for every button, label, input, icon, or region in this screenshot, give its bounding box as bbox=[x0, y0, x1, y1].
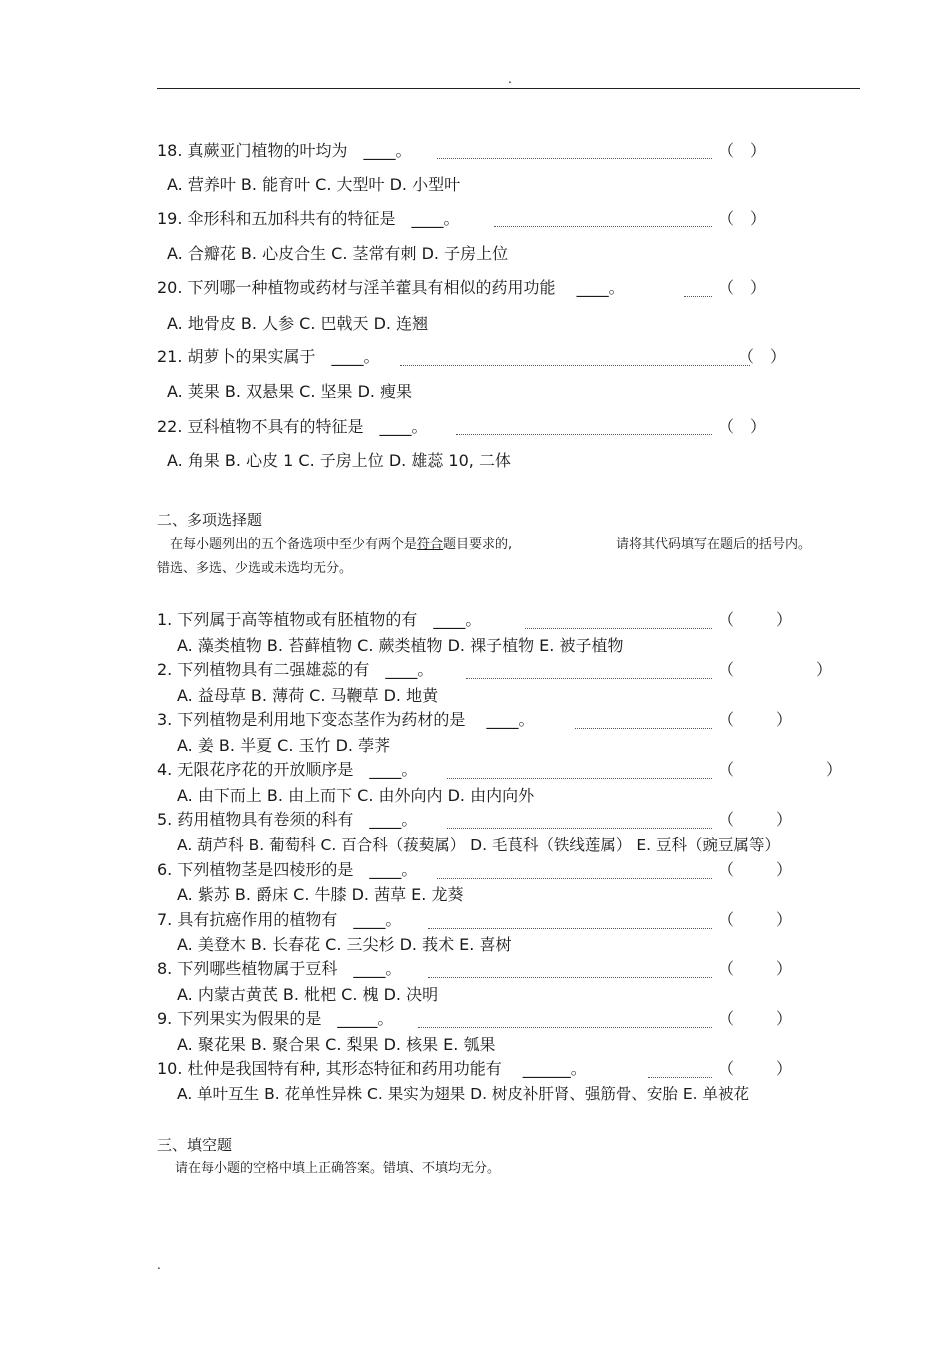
leader-dots bbox=[648, 1077, 712, 1078]
answer-parens: （ ） bbox=[738, 347, 787, 366]
paren-open: （ bbox=[718, 860, 735, 879]
question-19: 19. 伞形科和五加科共有的特征是 ____。 bbox=[157, 209, 460, 228]
mquestion-6: 6. 下列植物茎是四棱形的是 ____。 bbox=[157, 860, 418, 879]
leader-dots bbox=[428, 977, 712, 978]
mquestion-4: 4. 无限花序花的开放顺序是 ____。 bbox=[157, 760, 418, 779]
paren-close: ） bbox=[776, 610, 793, 629]
mquestion-5: 5. 药用植物具有卷须的科有 ____。 bbox=[157, 810, 418, 829]
paren-open: （ bbox=[718, 610, 735, 629]
paren-open: （ bbox=[718, 660, 735, 679]
moptions-10: A. 单叶互生 B. 花单性异株 C. 果实为翅果 D. 树皮补肝肾、强筋骨、安胎 E. 单被花 bbox=[177, 1085, 749, 1103]
leader-dots bbox=[525, 628, 712, 629]
instr-underlined: 符合 bbox=[417, 537, 444, 552]
answer-parens: （ ） bbox=[718, 278, 767, 297]
question-21: 21. 胡萝卜的果实属于 ____。 bbox=[157, 347, 380, 366]
answer-parens: （ ） bbox=[718, 209, 767, 228]
header-dot: . bbox=[508, 72, 512, 86]
paren-open: （ bbox=[718, 1009, 735, 1028]
mquestion-7: 7. 具有抗癌作用的植物有 ____。 bbox=[157, 910, 402, 929]
moptions-9: A. 聚花果 B. 聚合果 C. 梨果 D. 核果 E. 瓠果 bbox=[177, 1035, 496, 1054]
leader-dots bbox=[400, 365, 750, 366]
answer-parens: （ ） bbox=[718, 141, 767, 160]
moptions-1: A. 藻类植物 B. 苔藓植物 C. 蕨类植物 D. 裸子植物 E. 被子植物 bbox=[177, 636, 624, 655]
moptions-6: A. 紫苏 B. 爵床 C. 牛膝 D. 茜草 E. 龙葵 bbox=[177, 885, 464, 904]
mquestion-8: 8. 下列哪些植物属于豆科 ____。 bbox=[157, 959, 402, 978]
paren-open: （ bbox=[718, 1059, 735, 1078]
section3-instructions: 请在每小题的空格中填上正确答案。错填、不填均无分。 bbox=[175, 1161, 501, 1176]
paren-close: ） bbox=[776, 810, 793, 829]
section-instructions bbox=[170, 536, 512, 554]
options-18: A. 营养叶 B. 能育叶 C. 大型叶 D. 小型叶 bbox=[167, 175, 461, 194]
paren-open: （ bbox=[718, 710, 735, 729]
paren-close: ） bbox=[776, 860, 793, 879]
leader-dots bbox=[437, 878, 712, 879]
leader-dots bbox=[684, 296, 712, 297]
paren-open: （ bbox=[718, 959, 735, 978]
paren-close: ） bbox=[776, 910, 793, 929]
section-instructions-tail: 请将其代码填写在题后的括号内。 bbox=[616, 537, 812, 552]
leader-dots bbox=[447, 778, 712, 779]
paren-open: （ bbox=[718, 810, 735, 829]
mquestion-3: 3. 下列植物是利用地下变态茎作为药材的是 ____。 bbox=[157, 710, 535, 729]
question-22: 22. 豆科植物不具有的特征是 ____。 bbox=[157, 417, 428, 436]
paren-close: ） bbox=[816, 660, 833, 679]
moptions-5: A. 葫芦科 B. 葡萄科 C. 百合科（菝葜属） D. 毛茛科（铁线莲属） E. 豆科（豌豆属等） bbox=[177, 836, 780, 854]
leader-dots bbox=[447, 828, 712, 829]
leader-dots bbox=[466, 678, 712, 679]
moptions-3: A. 姜 B. 半夏 C. 玉竹 D. 荸荠 bbox=[177, 736, 391, 755]
moptions-7: A. 美登木 B. 长春花 C. 三尖杉 D. 莪术 E. 喜树 bbox=[177, 935, 512, 954]
answer-parens: （ ） bbox=[718, 417, 767, 436]
options-19: A. 合瓣花 B. 心皮合生 C. 茎常有刺 D. 子房上位 bbox=[167, 244, 509, 263]
mquestion-9: 9. 下列果实为假果的是 _____。 bbox=[157, 1009, 394, 1028]
mquestion-1: 1. 下列属于高等植物或有胚植物的有 ____。 bbox=[157, 610, 482, 629]
section-title-fill-in: 三、填空题 bbox=[157, 1136, 233, 1154]
mquestion-2: 2. 下列植物具有二强雄蕊的有 ____。 bbox=[157, 660, 434, 679]
leader-dots bbox=[428, 928, 712, 929]
moptions-8: A. 内蒙古黄芪 B. 枇杷 C. 槐 D. 决明 bbox=[177, 985, 439, 1004]
leader-dots bbox=[437, 158, 712, 159]
instr-part: 在每小题列出的五个备选项中至少有两个是 bbox=[170, 537, 418, 552]
paren-open: （ bbox=[718, 760, 735, 779]
leader-dots bbox=[575, 728, 712, 729]
moptions-2: A. 益母草 B. 薄荷 C. 马鞭草 D. 地黄 bbox=[177, 686, 439, 705]
leader-dots bbox=[494, 226, 712, 227]
section-instructions-line2: 错选、多选、少选或未选均无分。 bbox=[157, 561, 353, 576]
mquestion-10: 10. 杜仲是我国特有种, 其形态特征和药用功能有 ______。 bbox=[157, 1059, 587, 1078]
leader-dots bbox=[418, 1027, 712, 1028]
options-20: A. 地骨皮 B. 人参 C. 巴戟天 D. 连翘 bbox=[167, 314, 429, 333]
section-title-multiple-choice: 二、多项选择题 bbox=[157, 511, 263, 529]
moptions-4: A. 由下而上 B. 由上而下 C. 由外向内 D. 由内向外 bbox=[177, 786, 535, 805]
options-22: A. 角果 B. 心皮 1 C. 子房上位 D. 雄蕊 10, 二体 bbox=[167, 451, 511, 470]
header-rule bbox=[157, 88, 860, 89]
paren-close: ） bbox=[776, 959, 793, 978]
paren-open: （ bbox=[718, 910, 735, 929]
footer-dot: . bbox=[157, 1258, 161, 1272]
question-18: 18. 真蕨亚门植物的叶均为 ____。 bbox=[157, 141, 412, 160]
instr-part: 题目要求的, bbox=[443, 537, 513, 552]
question-20: 20. 下列哪一种植物或药材与淫羊藿具有相似的药用功能 ____。 bbox=[157, 278, 625, 297]
paren-close: ） bbox=[776, 710, 793, 729]
paren-close: ） bbox=[776, 1009, 793, 1028]
paren-close: ） bbox=[826, 760, 843, 779]
options-21: A. 荚果 B. 双悬果 C. 坚果 D. 瘦果 bbox=[167, 382, 413, 401]
leader-dots bbox=[456, 434, 712, 435]
paren-close: ） bbox=[776, 1059, 793, 1078]
